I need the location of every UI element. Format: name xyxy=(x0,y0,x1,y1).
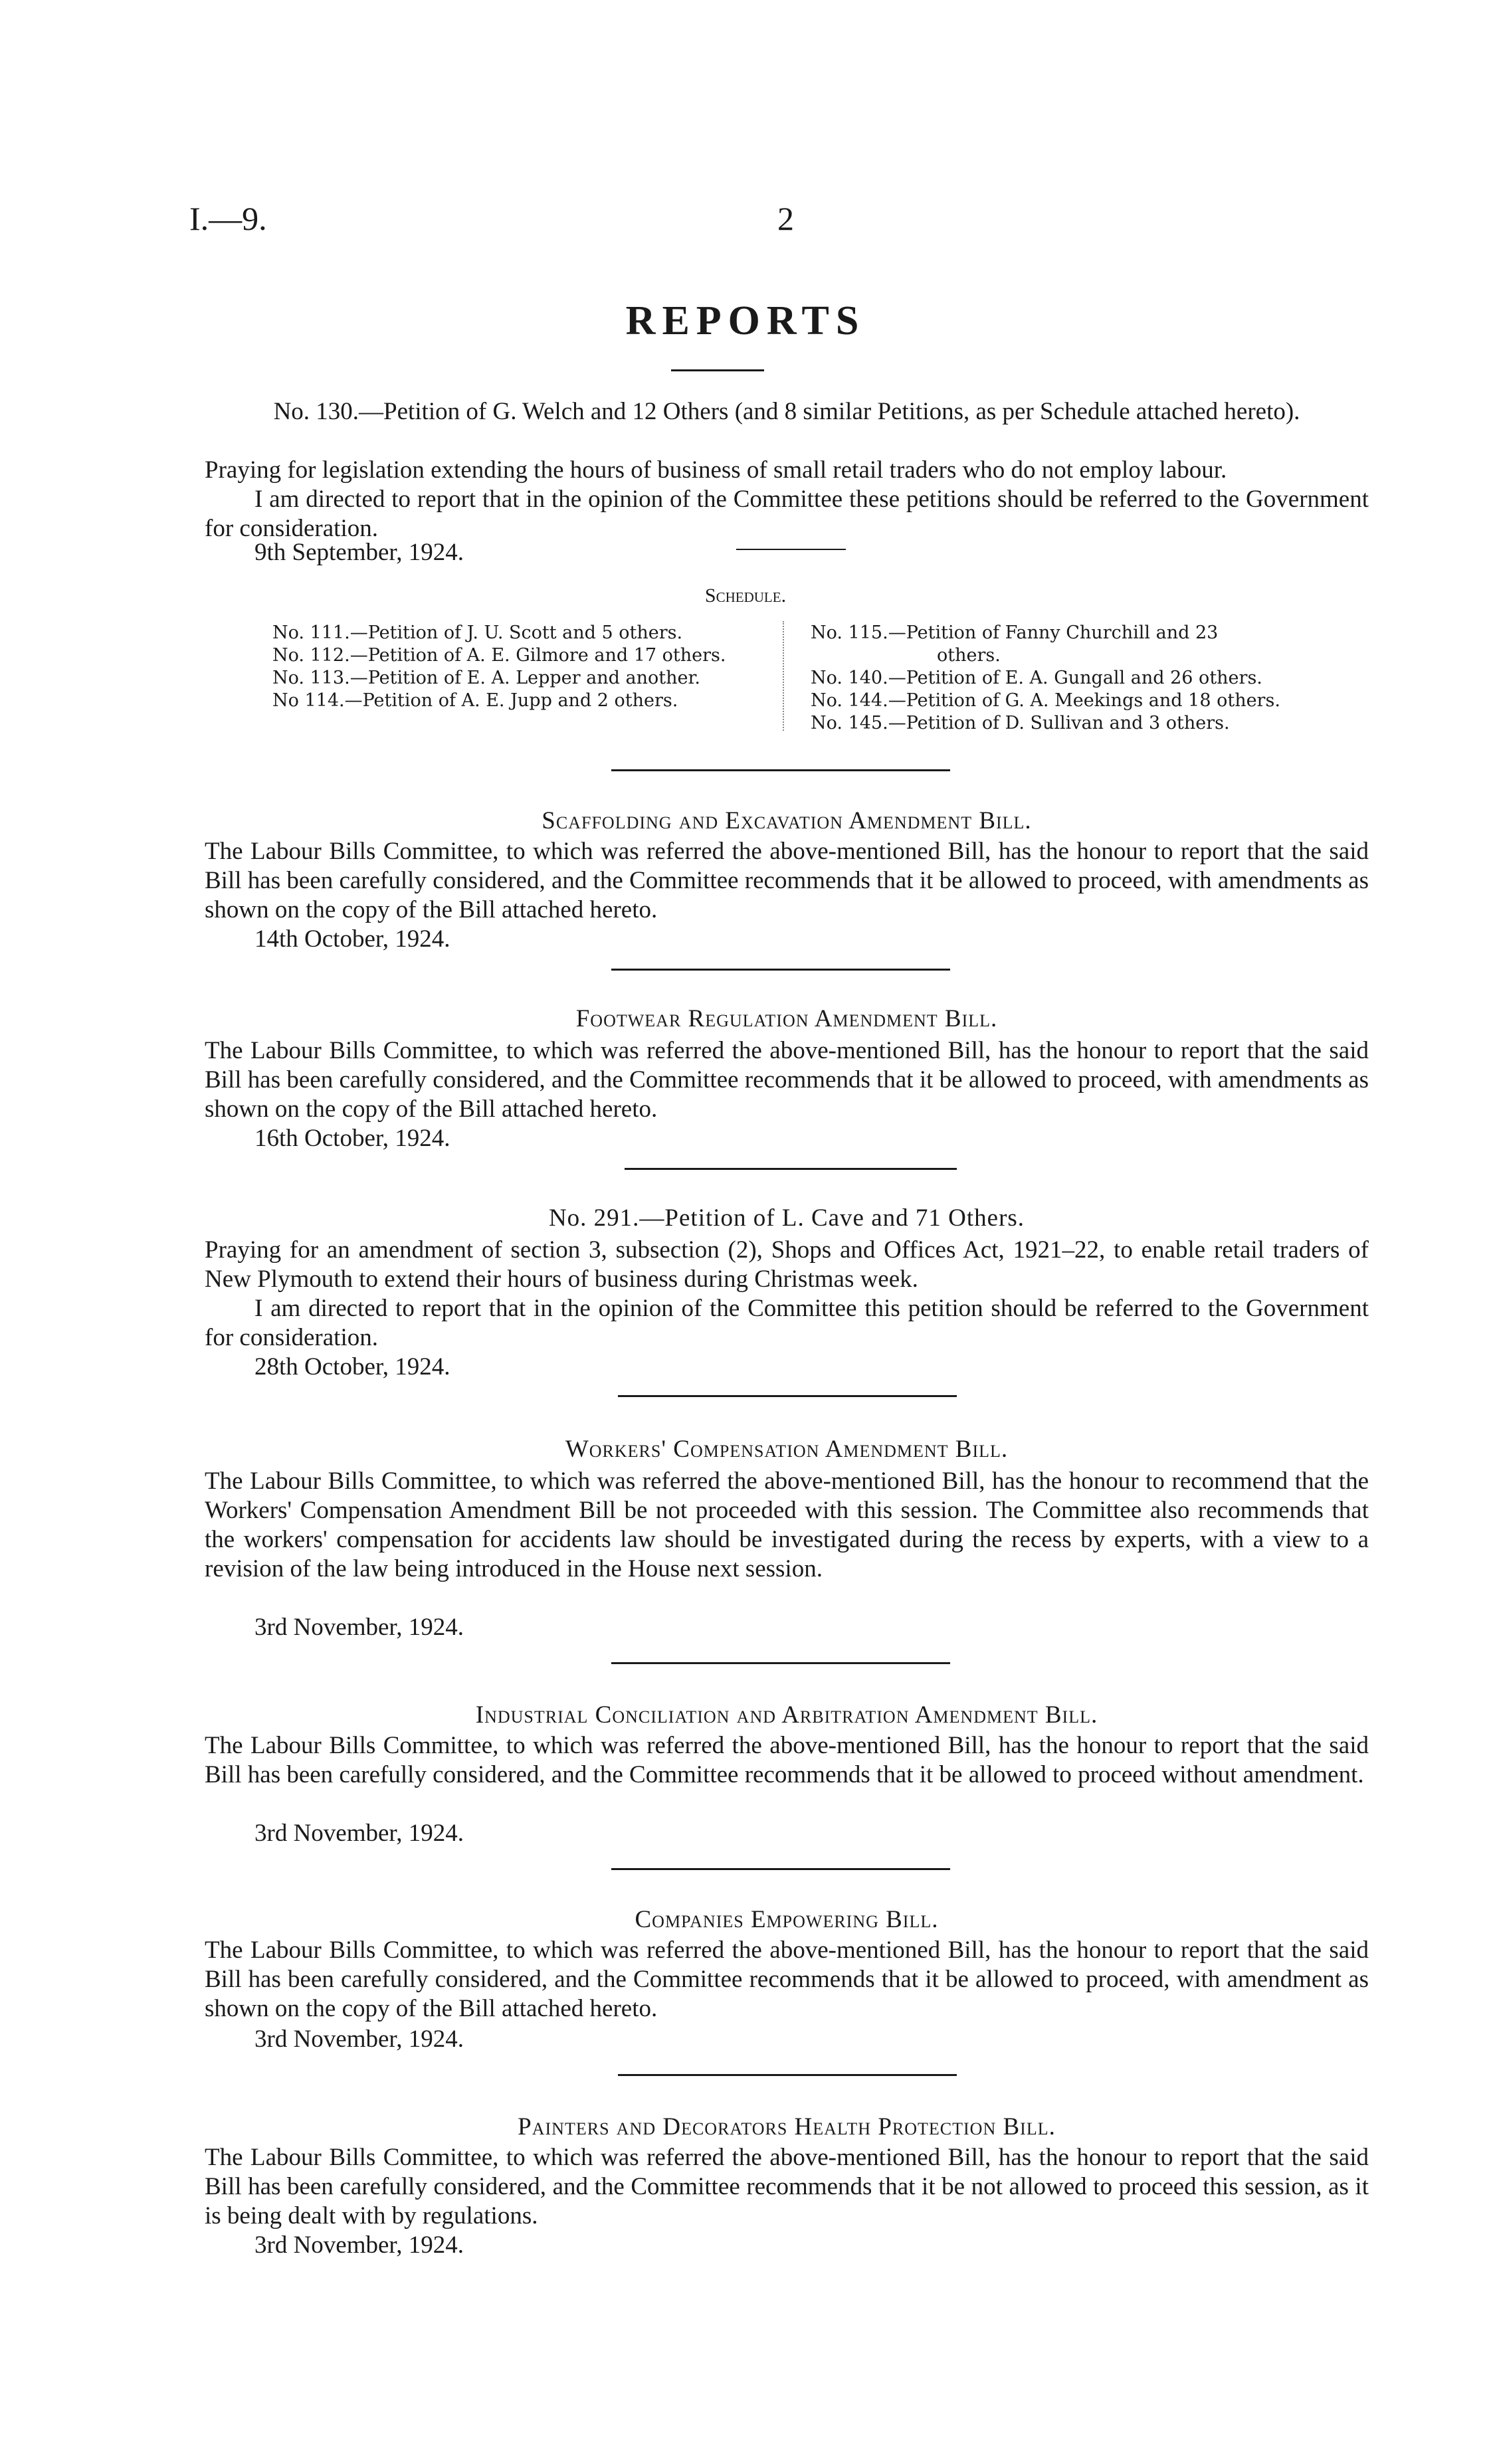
section-heading: No. 291.—Petition of L. Cave and 71 Others. xyxy=(548,1204,1025,1232)
section-date: 3rd November, 1924. xyxy=(254,1820,464,1847)
section-rule xyxy=(611,769,950,771)
schedule-item: No. 115.—Petition of Fanny Churchill and 23 xyxy=(811,622,1219,643)
schedule-item: No 114.—Petition of A. E. Jupp and 2 others. xyxy=(272,690,678,711)
section-body-report: I am directed to report that in the opinion of the Committee this petition should be referred to the Government for consideration. xyxy=(205,1295,1369,1351)
schedule-item: No. 113.—Petition of E. A. Lepper and another. xyxy=(272,668,700,688)
petition-130-date: 9th September, 1924. xyxy=(254,539,464,566)
petition-130-heading: No. 130.—Petition of G. Welch and 12 Others (and 8 similar Petitions, as per Schedule attached hereto). xyxy=(273,398,1300,425)
schedule-item: No. 145.—Petition of D. Sullivan and 3 others. xyxy=(811,713,1230,733)
schedule-divider xyxy=(783,621,784,731)
section-body: The Labour Bills Committee, to which was referred the above-mentioned Bill, has the honour to report that the said Bill has been carefully considered, and the Committee recommends that it be not allowed to proceed this session, as it is being dealt with by regulations. xyxy=(205,2144,1369,2229)
series-reference: I.—9. xyxy=(189,200,267,237)
section-date: 3rd November, 1924. xyxy=(254,2231,464,2259)
section-heading: Scaffolding and Excavation Amendment Bill. xyxy=(542,807,1032,834)
section-rule xyxy=(611,1868,950,1870)
section-body: The Labour Bills Committee, to which was referred the above-mentioned Bill, has the honour to report that the said Bill has been carefully considered, and the Committee recommends that it be allowed to proceed, with amendment as shown on the copy of the Bill attached hereto. xyxy=(205,1937,1369,2022)
section-heading: Companies Empowering Bill. xyxy=(635,1906,939,1933)
petition-130-praying: Praying for legislation extending the hours of business of small retail traders who do not employ labour. xyxy=(205,456,1227,484)
section-heading: Workers' Compensation Amendment Bill. xyxy=(565,1436,1009,1463)
schedule-item: No. 111.—Petition of J. U. Scott and 5 others. xyxy=(272,622,683,643)
section-rule xyxy=(625,1168,957,1170)
page-number: 2 xyxy=(777,200,794,237)
schedule-left-column xyxy=(272,622,726,712)
section-date: 3rd November, 1924. xyxy=(254,1614,464,1641)
section-rule xyxy=(611,1662,950,1664)
schedule-right-column xyxy=(811,622,1280,735)
section-body: The Labour Bills Committee, to which was referred the above-mentioned Bill, has the honour to recommend that the Workers' Compensation Amendment Bill be not proceeded with this session. The Committee also recommends that the workers' compensation for accidents law should be investigated during the recess by experts, with a view to a revision of the law being introduced in the House next session. xyxy=(205,1468,1369,1582)
date-dash xyxy=(736,549,846,550)
title-rule xyxy=(671,369,764,371)
section-rule xyxy=(611,969,950,971)
schedule-item: No. 112.—Petition of A. E. Gilmore and 17 others. xyxy=(272,645,726,666)
section-body: The Labour Bills Committee, to which was referred the above-mentioned Bill, has the honour to report that the said Bill has been carefully considered, and the Committee recommends that it be allowed to proceed, with amendments as shown on the copy of the Bill attached hereto. xyxy=(205,1037,1369,1123)
page-title: REPORTS xyxy=(625,298,866,343)
schedule-item: No. 140.—Petition of E. A. Gungall and 26 others. xyxy=(811,668,1262,688)
section-heading: Painters and Decorators Health Protection Bill. xyxy=(518,2113,1056,2140)
section-rule xyxy=(618,1395,957,1397)
schedule-item: others. xyxy=(937,645,1001,666)
section-date: 28th October, 1924. xyxy=(254,1353,450,1380)
section-heading: Footwear Regulation Amendment Bill. xyxy=(575,1005,998,1032)
section-date: 16th October, 1924. xyxy=(254,1125,450,1152)
schedule-item: No. 144.—Petition of G. A. Meekings and 18 others. xyxy=(811,690,1280,711)
schedule-title: Schedule. xyxy=(704,585,787,607)
section-body: The Labour Bills Committee, to which was referred the above-mentioned Bill, has the honour to report that the said Bill has been carefully considered, and the Committee recommends that it be allowed to proceed, with amendments as shown on the copy of the Bill attached hereto. xyxy=(205,838,1369,923)
petition-130-report: I am directed to report that in the opinion of the Committee these petitions should be referred to the Government for consideration. xyxy=(205,486,1369,542)
section-date: 14th October, 1924. xyxy=(254,925,450,953)
section-date: 3rd November, 1924. xyxy=(254,2026,464,2053)
section-body: Praying for an amendment of section 3, subsection (2), Shops and Offices Act, 1921–22, to enable retail traders of New Plymouth to extend their hours of business during Christmas week. xyxy=(205,1236,1369,1293)
section-heading: Industrial Conciliation and Arbitration Amendment Bill. xyxy=(475,1701,1098,1729)
section-rule xyxy=(618,2074,957,2076)
section-body: The Labour Bills Committee, to which was referred the above-mentioned Bill, has the honour to report that the said Bill has been carefully considered, and the Committee recommends that it be allowed to proceed without amendment. xyxy=(205,1732,1369,1788)
